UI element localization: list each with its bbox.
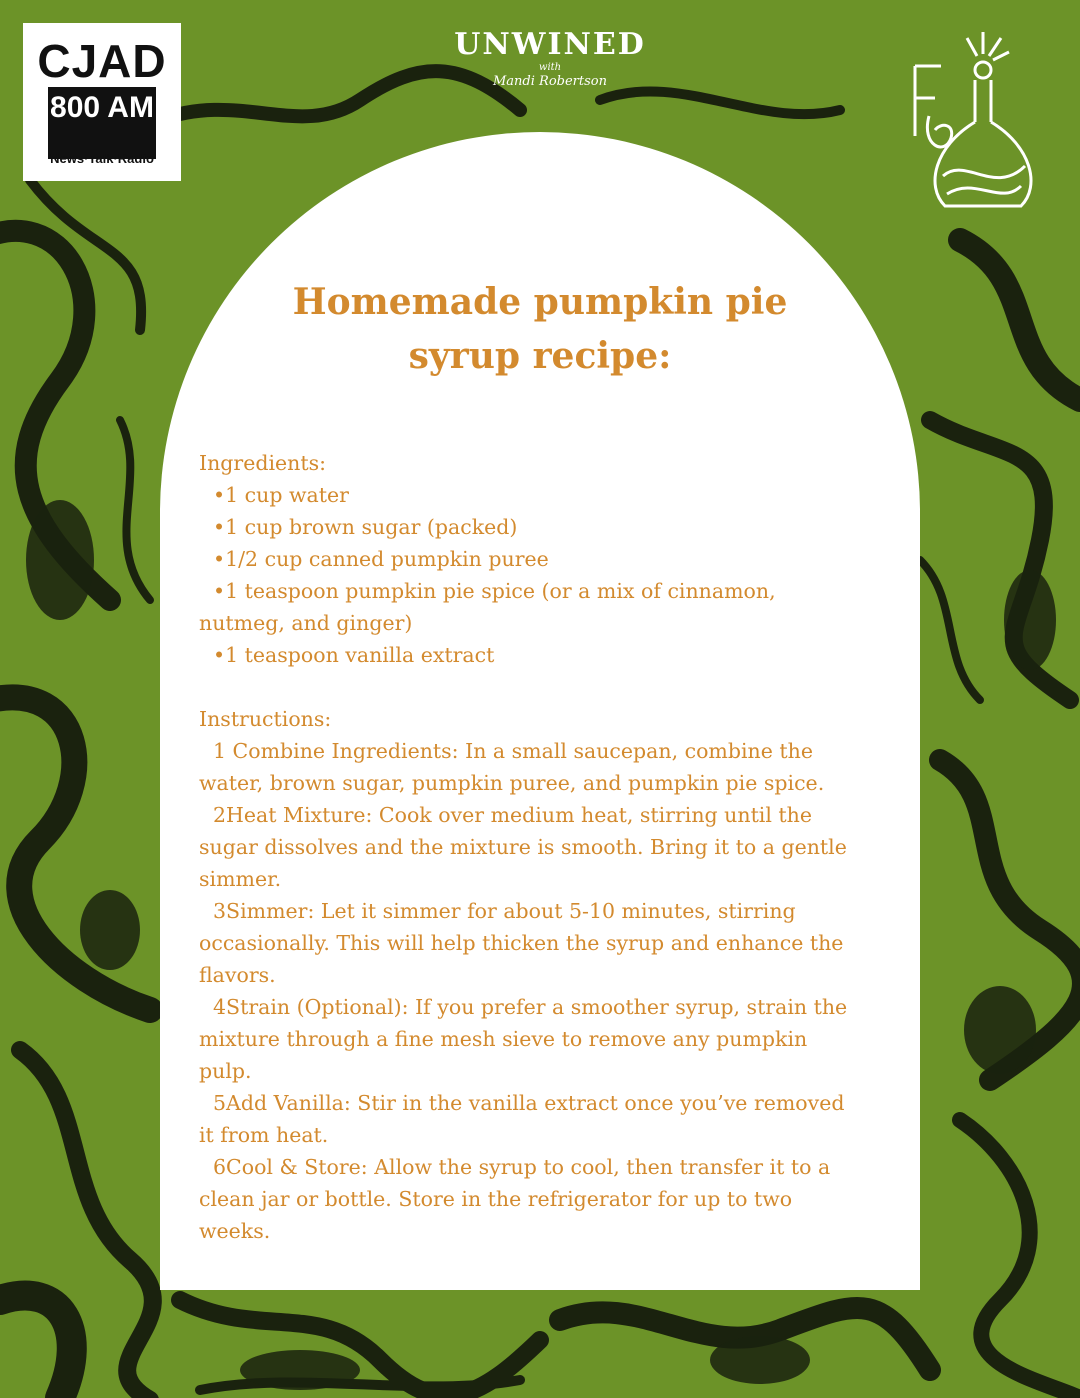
section-spacer [199,671,899,703]
step-5-line: it from heat. [199,1123,329,1147]
cjad-logo-tagline: News·Talk·Radio [50,151,154,166]
step-4-line: mixture through a fine mesh sieve to remove any pumpkin [199,1027,808,1051]
unwined-title: UNWINED [454,27,646,62]
recipe-title [160,275,920,383]
cjad-800-am-logo [23,23,181,181]
step-2-line: simmer. [199,867,282,891]
ingredient-item: •1 cup brown sugar (packed) [213,515,518,539]
step-6-line: clean jar or bottle. Store in the refrigerator for up to two [199,1187,793,1211]
ingredient-item: •1 cup water [213,483,349,507]
ingredient-item-continuation: nutmeg, and ginger) [199,611,413,635]
cjad-logo-word: CJAD [37,35,167,87]
step-1-line: water, brown sugar, pumpkin puree, and pumpkin pie spice. [199,771,825,795]
step-6-first-line: 6Cool & Store: Allow the syrup to cool, then transfer it to a [213,1155,831,1179]
recipe-body [199,447,899,1247]
step-2-line: sugar dissolves and the mixture is smooth. Bring it to a gentle [199,835,847,859]
recipe-title-line-2: syrup recipe: [408,335,672,377]
step-4-line: pulp. [199,1059,252,1083]
cjad-logo-frequency-box [48,87,156,159]
decanter-monogram-logo [905,26,1055,226]
instructions-heading: Instructions: [199,707,332,731]
ingredients-heading: Ingredients: [199,451,327,475]
step-5-first-line: 5Add Vanilla: Stir in the vanilla extract once you’ve removed [213,1091,845,1115]
step-1-first-line: 1 Combine Ingredients: In a small saucepan, combine the [213,739,813,763]
step-6-line: weeks. [199,1219,271,1243]
unwined-host-name: Mandi Robertson [493,74,607,89]
ingredient-item: •1/2 cup canned pumpkin puree [213,547,549,571]
ingredient-item: •1 teaspoon vanilla extract [213,643,495,667]
step-3-line: flavors. [199,963,276,987]
step-3-line: occasionally. This will help thicken the syrup and enhance the [199,931,844,955]
step-2-first-line: 2Heat Mixture: Cook over medium heat, stirring until the [213,803,813,827]
recipe-title-line-1: Homemade pumpkin pie [292,281,788,323]
step-3-first-line: 3Simmer: Let it simmer for about 5-10 minutes, stirring [213,899,796,923]
cjad-logo-frequency: 800 AM [50,91,154,124]
unwined-with: with [538,62,562,73]
ingredient-item: •1 teaspoon pumpkin pie spice (or a mix of cinnamon, [213,579,776,603]
step-4-first-line: 4Strain (Optional): If you prefer a smoother syrup, strain the [213,995,848,1019]
unwined-show-logo [420,28,680,90]
